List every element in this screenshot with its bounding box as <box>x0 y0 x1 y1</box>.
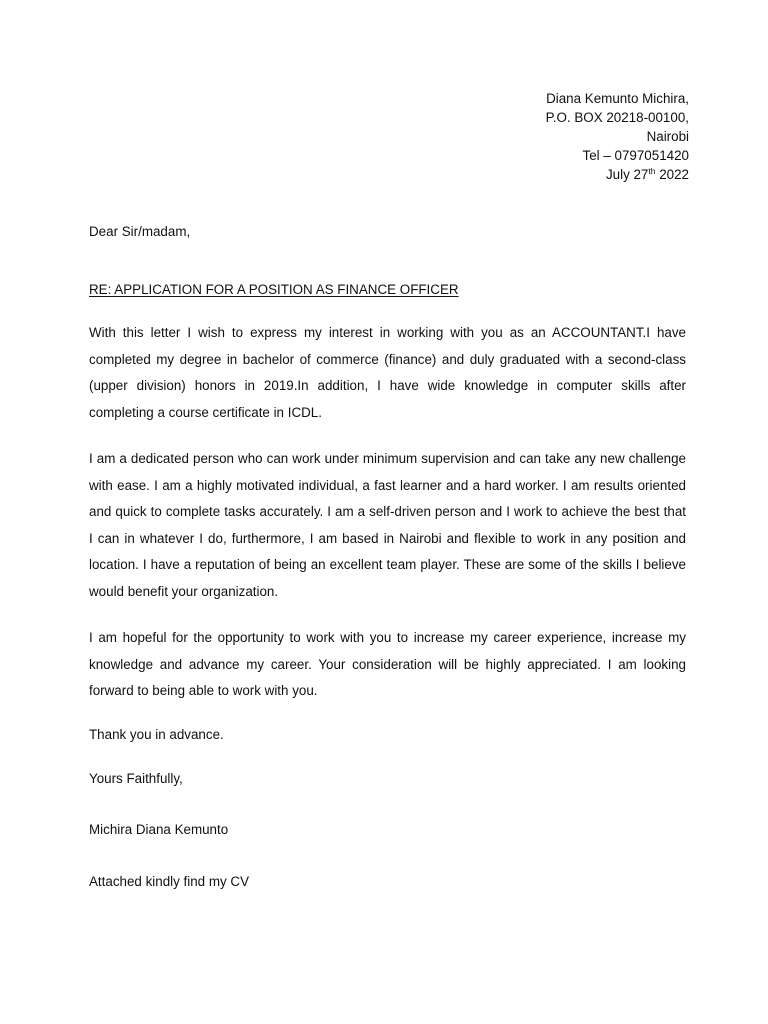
sender-name: Diana Kemunto Michira, <box>546 91 689 106</box>
paragraph-closing: I am hopeful for the opportunity to work with you to increase my career experience, increase my knowledge and advance my career. Your consideration will be highly appreciated. I am looking forward to being able to work with you. <box>89 630 686 698</box>
signature-name: Michira Diana Kemunto <box>89 822 229 837</box>
date-month-day: July 27 <box>605 167 649 182</box>
date-ordinal-suffix: th <box>648 166 656 176</box>
sender-address-block <box>546 89 689 184</box>
subject-line: RE: APPLICATION FOR A POSITION AS FINANCE OFFICER <box>89 282 459 297</box>
date-year: 2022 <box>655 167 689 182</box>
attachment-note: Attached kindly find my CV <box>89 874 250 889</box>
sender-city: Nairobi <box>646 129 689 144</box>
paragraph-intro: With this letter I wish to express my interest in working with you as an ACCOUNTANT.I have completed my degree in bachelor of commerce (finance) and duly graduated with a second-class (upper division) honors in 2019.In addition, I have wide knowledge in computer skills after completing a course certificate in ICDL. <box>89 325 686 420</box>
sender-po-box: P.O. BOX 20218-00100, <box>545 110 689 125</box>
letter-date <box>546 165 689 184</box>
sender-telephone: Tel – 0797051420 <box>582 148 689 163</box>
complimentary-close: Yours Faithfully, <box>89 771 183 786</box>
salutation: Dear Sir/madam, <box>89 224 191 239</box>
paragraph-qualities: I am a dedicated person who can work under minimum supervision and can take any new challenge with ease. I am a highly motivated individual, a fast learner and a hard worker. I am results oriented and quick to complete tasks accurately. I am a self-driven person and I work to achieve the best that I can in whatever I do, furthermore, I am based in Nairobi and flexible to work in any position and location. I have a reputation of being an excellent team player. These are some of the skills I believe would benefit your organization. <box>89 451 686 599</box>
thanks-line: Thank you in advance. <box>89 727 224 742</box>
